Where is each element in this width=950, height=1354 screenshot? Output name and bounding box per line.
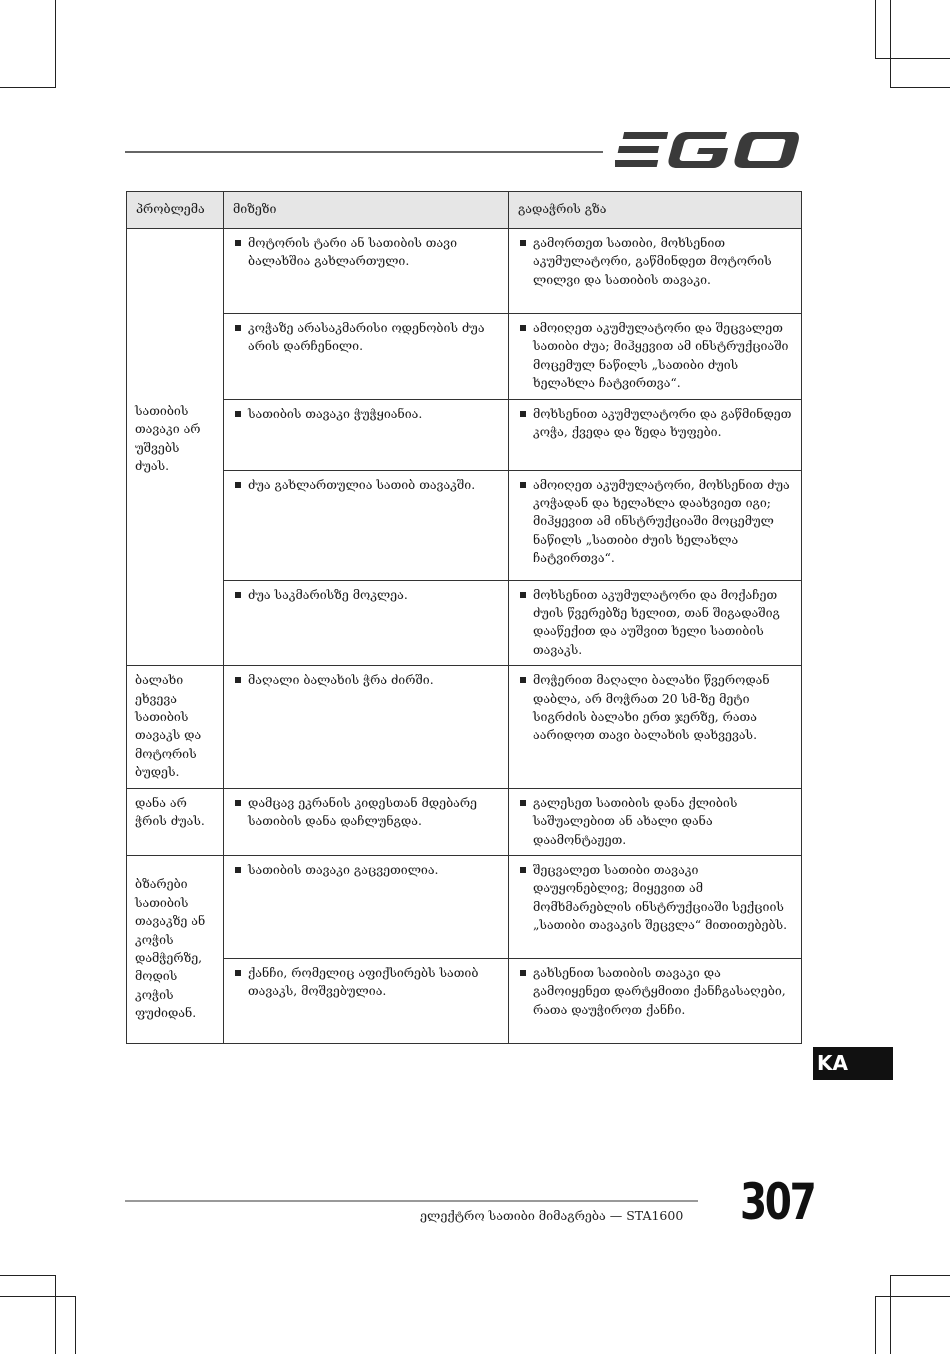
- solution-cell: [509, 666, 802, 788]
- solution-text: გახსენით სათიბის თავაკი და გამოიყენეთ დარტყმითი ქანჩგასაღები, რათა დაუჭიროთ ქანჩი.: [517, 964, 793, 1019]
- crop-mark: [875, 58, 950, 59]
- header-rule: [125, 151, 603, 153]
- solution-cell: [509, 314, 802, 400]
- cause-text: დამცავ ეკრანის კიდესთან მდებარე სათიბის დანა დაჩლუნგდა.: [232, 794, 500, 831]
- crop-mark: [890, 1275, 950, 1276]
- cause-cell: [224, 470, 509, 580]
- language-tab: KA: [813, 1047, 893, 1080]
- problem-cell: [127, 855, 224, 1043]
- header-problem: პრობლემა: [127, 192, 224, 229]
- table-row: [127, 470, 802, 580]
- crop-mark: [875, 1296, 950, 1297]
- crop-mark: [875, 1296, 876, 1354]
- crop-mark: [0, 1296, 75, 1297]
- problem-cell: [127, 788, 224, 855]
- cause-text: ძუა გახლართულია სათიბ თავაკში.: [232, 476, 500, 494]
- cause-text: სათიბის თავაკი ჭუჭყიანია.: [232, 405, 500, 423]
- cause-text: კოჭაზე არასაკმარისი ოდენობის ძუა არის დარჩენილი.: [232, 319, 500, 356]
- solution-cell: [509, 470, 802, 580]
- header-cause: მიზეზი: [224, 192, 509, 229]
- crop-mark: [875, 0, 876, 58]
- problem-cell: [127, 666, 224, 788]
- solution-cell: [509, 580, 802, 666]
- solution-text: მოხსენით აკუმულატორი და გაწმინდეთ კოჭა, ქვედა და ზედა ხუფები.: [517, 405, 793, 442]
- solution-text: მოჭერით მაღალი ბალახი წვეროდან დაბლა, არ მოჭრათ 20 სმ-ზე მეტი სიგრძის ბალახი ერთ ჯერზე, რათა აარიდოთ თავი ბალახის დახვევას.: [517, 671, 793, 745]
- solution-cell: [509, 788, 802, 855]
- footer-title: ელექტრო სათიბი მიმაგრება — STA1600: [420, 1208, 684, 1223]
- cause-cell: [224, 788, 509, 855]
- cause-text: მაღალი ბალახის ჭრა ძირში.: [232, 671, 500, 689]
- problem-text: ბზარები სათიბის თავაკზე ან კოჭის დამჭერზე, მოდის კოჭის ფუძიდან.: [135, 876, 206, 1021]
- solution-text: მოხსენით აკუმულატორი და მოქაჩეთ ძუის წვერებზე ხელით, თან შიგადაშიგ დააწექით და აუშვით ხელი სათიბის თავაკს.: [517, 586, 793, 660]
- footer-rule: [125, 1200, 698, 1202]
- table-row: [127, 958, 802, 1043]
- problem-text: დანა არ ჭრის ძუას.: [135, 794, 205, 829]
- crop-mark: [55, 1275, 56, 1354]
- page-number: 307: [740, 1173, 815, 1231]
- solution-cell: [509, 229, 802, 314]
- cause-cell: [224, 958, 509, 1043]
- table-row: [127, 399, 802, 470]
- crop-mark: [890, 1275, 891, 1354]
- solution-text: გალესეთ სათიბის დანა ქლიბის საშუალებით ან ახალი დანა დაამონტაჟეთ.: [517, 794, 793, 849]
- cause-text: ძუა საკმარისზე მოკლეა.: [232, 586, 500, 604]
- solution-text: შეცვალეთ სათიბი თავაკი დაუყონებლივ; მიყევით ამ მომხმარებლის ინსტრუქციაში სექციის „სათიბი თავაკის შეცვლა“ მითითებებს.: [517, 861, 793, 935]
- solution-text: ამოიღეთ აკუმულატორი და შეცვალეთ სათიბი ძუა; მიჰყევით ამ ინსტრუქციაში მოცემულ ნაწილს „სათიბი ძუის ხელახლა ჩატვირთვა“.: [517, 319, 793, 393]
- crop-mark: [0, 1275, 55, 1276]
- problem-cell: [127, 229, 224, 666]
- table-row: [127, 314, 802, 400]
- table-row: [127, 666, 802, 788]
- header-solution: გადაჭრის გზა: [509, 192, 802, 229]
- solution-text: ამოიღეთ აკუმულატორი, მოხსენით ძუა კოჭადან და ხელახლა დაახვიეთ იგი; მიჰყევით ამ ინსტრუქციაში მოცემულ ნაწილს „სათიბი ძუის ხელახლა ჩატვირთვა“.: [517, 476, 793, 568]
- cause-cell: [224, 855, 509, 958]
- table-row: [127, 580, 802, 666]
- cause-cell: [224, 666, 509, 788]
- table-header-row: [127, 192, 802, 229]
- cause-cell: [224, 229, 509, 314]
- table-row: [127, 855, 802, 958]
- crop-mark: [890, 0, 891, 88]
- table-row: [127, 788, 802, 855]
- problem-text: სათიბის თავაკი არ უშვებს ძუას.: [135, 402, 201, 474]
- solution-text: გამორთეთ სათიბი, მოხსენით აკუმულატორი, გაწმინდეთ მოტორის ლილვი და სათიბის თავაკი.: [517, 234, 793, 289]
- cause-cell: [224, 399, 509, 470]
- cause-cell: [224, 580, 509, 666]
- problem-text: ბალახი ეხვევა სათიბის თავაკს და მოტორის ბუდეს.: [135, 672, 202, 780]
- troubleshooting-table: [126, 191, 802, 1044]
- crop-mark: [55, 0, 56, 88]
- crop-mark: [75, 1296, 76, 1354]
- crop-mark: [0, 87, 55, 88]
- table-row: [127, 229, 802, 314]
- cause-text: ქანჩი, რომელიც აფიქსირებს სათიბ თავაკს, მოშვებულია.: [232, 964, 500, 1001]
- ego-logo: [615, 128, 800, 172]
- solution-cell: [509, 399, 802, 470]
- cause-text: მოტორის ტარი ან სათიბის თავი ბალახშია გახლართული.: [232, 234, 500, 271]
- solution-cell: [509, 958, 802, 1043]
- crop-mark: [890, 87, 950, 88]
- cause-cell: [224, 314, 509, 400]
- cause-text: სათიბის თავაკი გაცვეთილია.: [232, 861, 500, 879]
- solution-cell: [509, 855, 802, 958]
